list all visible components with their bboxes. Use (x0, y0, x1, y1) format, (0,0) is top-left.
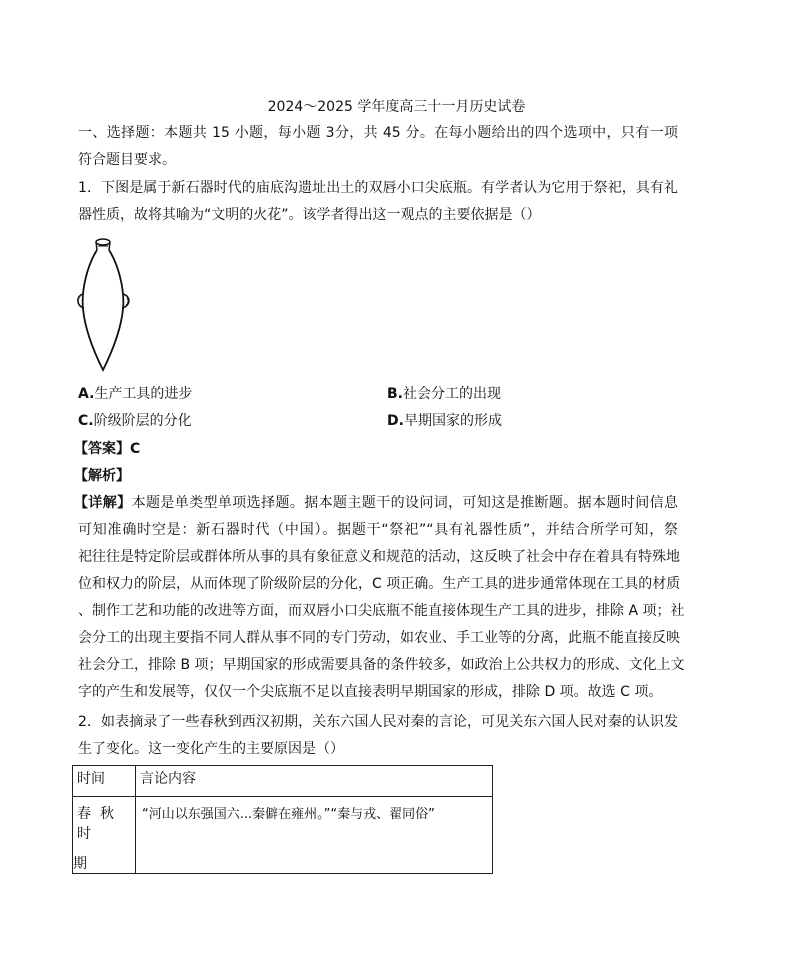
option-key: B. (387, 386, 403, 402)
table-header-row (73, 766, 493, 797)
pointed-bottom-vase-illustration (76, 234, 146, 374)
q1-detail-line2: 可知准确时空是：新石器时代（中国）。据题干“祭祀”“具有礼器性质”，并结合所学可知，祭 (78, 522, 678, 538)
table-header-content: 言论内容 (136, 766, 493, 797)
q1-option-a (78, 385, 192, 403)
table-row (73, 797, 493, 874)
q1-answer (74, 440, 674, 458)
q1-analysis-heading (74, 467, 674, 485)
q1-detail-line7: 社会分工，排除 B 项；早期国家的形成需要具备的条件较多，如政治上公共权力的形成、文化上文 (78, 657, 685, 673)
q2-stem-line1: 2．如表摘录了一些春秋到西汉初期，关东六国人民对秦的言论，可见关东六国人民对秦的认识发 (78, 714, 678, 730)
option-text: 早期国家的形成 (403, 413, 502, 429)
q1-option-b (387, 385, 501, 403)
q1-option-c (78, 412, 192, 430)
q1-detail-line3: 祀往往是特定阶层或群体所从事的具有象征意义和规范的活动，这反映了社会中存在着具有特殊地 (78, 549, 680, 565)
q1-detail-line5: 、制作工艺和功能的改进等方面，而双唇小口尖底瓶不能直接体现生产工具的进步，排除 A 项；社 (78, 603, 685, 619)
section-instruction-line2: 符合题目要求。 (78, 152, 176, 168)
option-text: 社会分工的出现 (403, 386, 501, 402)
q2-stem-line2: 生了变化。这一变化产生的主要原因是（） (78, 741, 344, 757)
option-text: 生产工具的进步 (94, 386, 193, 402)
q1-detail-line1 (74, 494, 678, 512)
q1-detail-line8: 字的产生和发展等，仅仅一个尖底瓶不足以直接表明早期国家的形成，排除 D 项。故选 C 项。 (78, 684, 663, 700)
analysis-label: 【解析】 (74, 468, 130, 484)
table-cell-period (73, 797, 136, 874)
option-key: A. (78, 386, 95, 402)
q1-detail-line4: 位和权力的阶层，从而体现了阶级阶层的分化，C 项正确。生产工具的进步通常体现在工具的材质 (78, 576, 681, 592)
detail-label: 【详解】 (74, 495, 132, 511)
section-instruction-line1: 一、选择题：本题共 15 小题，每小题 3分，共 45 分。在每小题给出的四个选项中，只有一项 (78, 125, 678, 141)
q1-detail-line6: 会分工的出现主要指不同人群从事不同的专门劳动，如农业、手工业等的分离，此瓶不能直接反映 (78, 630, 680, 646)
table-cell-content: “河山以东强国六...秦僻在雍州。”“秦与戎、翟同俗” (136, 797, 493, 874)
q1-option-d (387, 412, 502, 430)
option-key: D. (387, 413, 404, 429)
q2-quote-table (72, 765, 493, 874)
q1-stem-line2: 器性质，故将其喻为“文明的火花”。该学者得出这一观点的主要依据是（） (78, 207, 541, 223)
option-key: C. (78, 413, 94, 429)
period-line2: 期 (73, 856, 87, 872)
detail-text: 本题是单类型单项选择题。据本题主题干的设问词，可知这是推断题。据本题时间信息 (131, 495, 678, 511)
exam-title: 2024～2025 学年度高三十一月历史试卷 (267, 99, 526, 115)
q1-stem-line1: 1．下图是属于新石器时代的庙底沟遗址出土的双唇小口尖底瓶。有学者认为它用于祭祀，具有礼 (78, 180, 678, 196)
table-header-time: 时间 (73, 766, 136, 797)
period-line1: 春秋时 (77, 806, 123, 842)
answer-label: 【答案】 (74, 441, 130, 457)
option-text: 阶级阶层的分化 (93, 413, 192, 429)
answer-value: C (130, 441, 141, 457)
